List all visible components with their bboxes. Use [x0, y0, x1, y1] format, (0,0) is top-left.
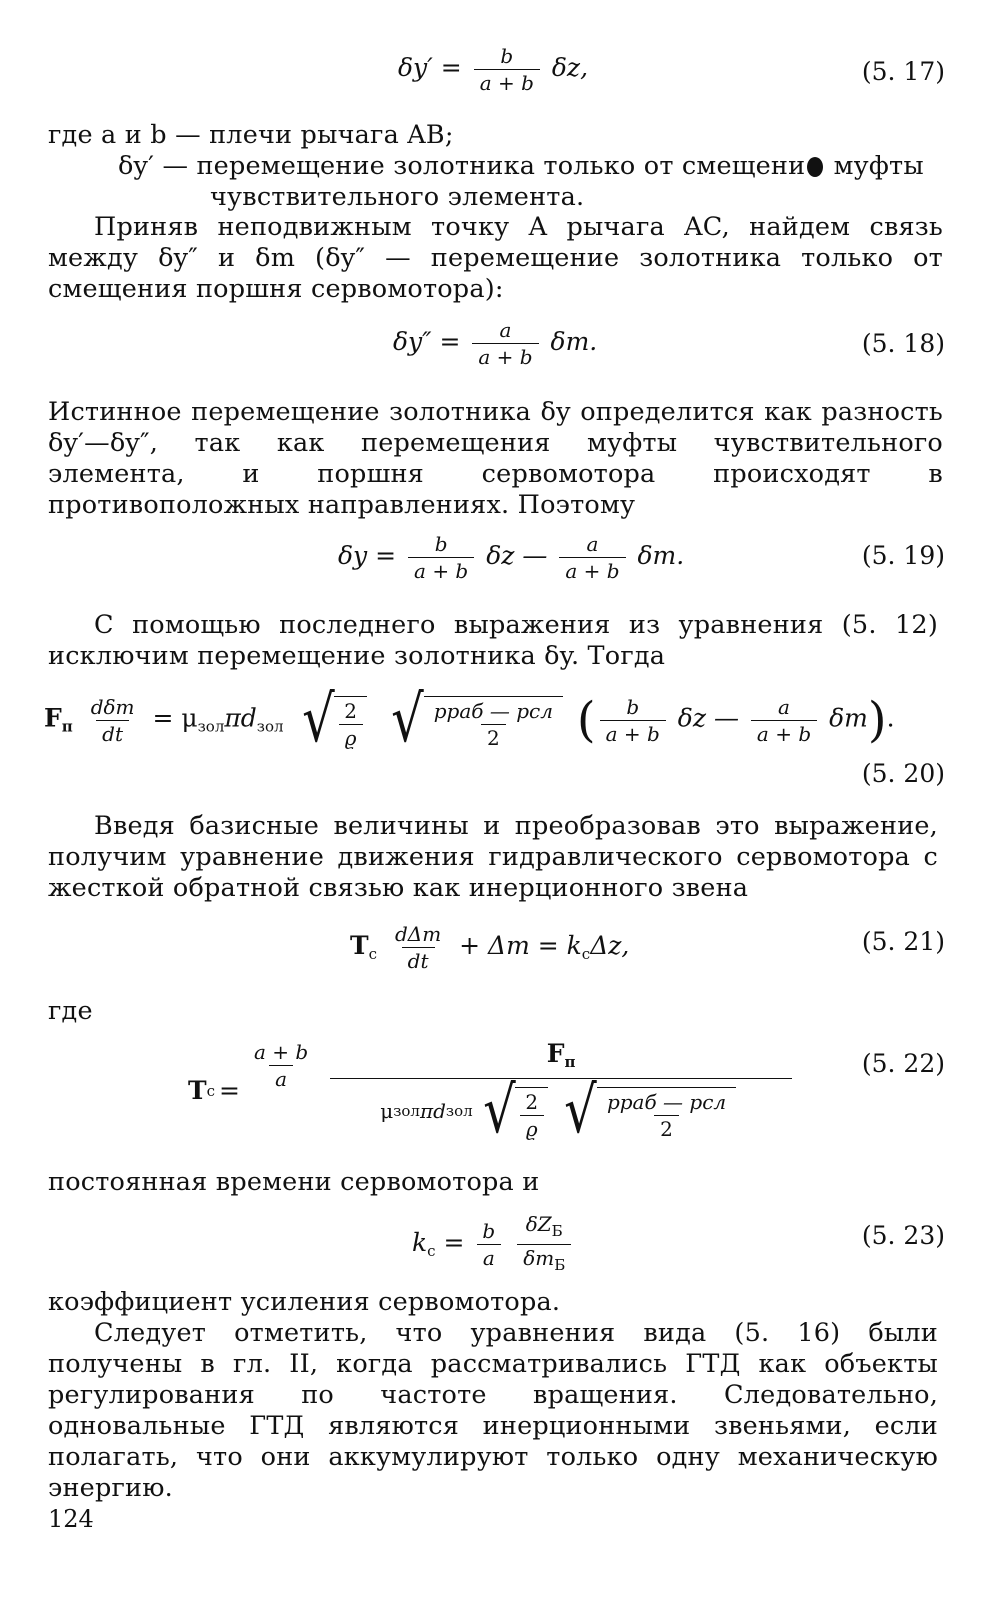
eq523-numerator-2-subscript: Б	[551, 1222, 563, 1240]
equation-5-23	[412, 1212, 575, 1277]
eq520-mu: μ	[181, 703, 198, 733]
eq523-denominator-2-text: δm	[523, 1246, 555, 1270]
equation-5-20	[44, 683, 895, 757]
eq519-numerator-2: a	[586, 532, 599, 556]
eq523-numerator-1: b	[482, 1219, 496, 1243]
eq522-F-subscript: п	[564, 1053, 576, 1071]
eq522-big-fraction	[330, 1039, 792, 1148]
eq522-big-denominator	[380, 1074, 742, 1148]
eq519-fraction-2	[559, 532, 625, 583]
eq522-equals: =	[219, 1075, 240, 1105]
eq523-fraction-2	[517, 1212, 571, 1277]
radical-sign-icon: √	[301, 683, 335, 757]
eq523-fraction-1	[476, 1219, 501, 1270]
eq521-T: T	[350, 931, 369, 960]
eq519-denominator-1: a + b	[408, 557, 474, 583]
eq522-first-fraction	[248, 1040, 314, 1091]
eq520-radical-1-denominator: ϱ	[339, 724, 363, 750]
eq520-paren-numerator-1: b	[626, 694, 640, 719]
equation-5-18	[393, 318, 597, 369]
eq523-denominator-2	[517, 1244, 571, 1277]
eq522-big-numerator	[330, 1040, 792, 1079]
paragraph-true-displacement: Истинное перемещение золотника δy определится как разность δy′—δy″, так как перемещения муфты чувствительного элемента, и поршня сервомотора происходят в противоположных направлениях. Поэтому	[48, 397, 943, 520]
eq520-derivative-denominator: dt	[96, 720, 129, 746]
eq520-paren-fraction-2	[751, 695, 817, 746]
where-line-dy-prime	[48, 151, 948, 182]
page-number: 124	[48, 1505, 94, 1533]
eq522-T: T	[188, 1075, 207, 1105]
eq518-rhs: δm.	[550, 327, 598, 356]
eq522-first-denominator: a	[269, 1065, 293, 1091]
eq519-middle: δz —	[486, 541, 548, 570]
where-line-sensitive-element: чувствительного элемента.	[210, 182, 585, 212]
eq521-denominator: dt	[402, 947, 435, 973]
eq519-fraction-1	[408, 532, 474, 583]
eq520-radical-2-fraction	[428, 699, 559, 750]
eq520-end-period: .	[886, 703, 895, 733]
where-line-dy-text: δy′ — перемещение золотника только от смещени	[118, 151, 806, 181]
eq522-first-numerator: a + b	[253, 1040, 309, 1064]
eq518-fraction	[472, 318, 538, 369]
eq517-fraction	[474, 44, 540, 95]
eq519-rhs: δm.	[637, 541, 685, 570]
eq522-radical-2-denominator: 2	[654, 1115, 679, 1141]
eq522-radical-1-fraction	[519, 1090, 544, 1141]
eq520-paren-denominator-1: a + b	[600, 720, 666, 746]
eq523-equals: =	[443, 1228, 465, 1257]
equation-5-21	[350, 922, 629, 973]
where-line-dy-tail: муфты	[833, 151, 924, 181]
eq521-fraction	[389, 922, 447, 973]
eq519-numerator-1: b	[434, 532, 448, 556]
where-label: где	[48, 996, 93, 1026]
equation-5-22	[188, 1039, 792, 1148]
eq520-radical-2-denominator: 2	[481, 724, 506, 750]
equation-number-5-20: (5. 20)	[861, 759, 945, 788]
eq523-numerator-2	[520, 1212, 569, 1244]
eq522-radical-2-fraction	[601, 1090, 732, 1141]
paragraph-fixed-point: Приняв неподвижным точку A рычага AC, найдем связь между δy″ и δm (δy″ — перемещение золотника только от смещения поршня сервомотора):	[48, 212, 943, 304]
eq522-radical-1	[479, 1074, 549, 1148]
eq522-radical-2	[560, 1074, 736, 1148]
paragraph-gain-coefficient: коэффициент усиления сервомотора.	[48, 1287, 561, 1317]
eq520-derivative-numerator: dδm	[90, 694, 135, 719]
equation-number-5-17: (5. 17)	[861, 57, 945, 86]
eq521-T-subscript: c	[368, 945, 378, 963]
eq520-equals: =	[152, 703, 174, 733]
eq523-denominator-1: a	[477, 1244, 501, 1270]
eq517-rhs: δz,	[551, 53, 589, 82]
eq520-F-subscript: п	[61, 717, 73, 736]
eq518-numerator: a	[499, 318, 512, 342]
eq520-paren-fraction-1	[600, 695, 666, 746]
paragraph-time-constant: постоянная времени сервомотора и	[48, 1167, 540, 1197]
eq517-numerator: b	[500, 44, 514, 68]
eq522-mu: μ	[380, 1099, 394, 1123]
eq517-lhs: δy′ =	[398, 53, 462, 82]
eq519-lhs: δy =	[338, 541, 397, 570]
eq520-radical-2-numerator: pраб — pсл	[433, 699, 553, 723]
paragraph-basis-values: Введя базисные величины и преобразовав это выражение, получим уравнение движения гидравлического сервомотора с жесткой обратной связью как инерционного звена	[48, 811, 938, 903]
eq517-denominator: a + b	[474, 69, 540, 95]
equation-number-5-23: (5. 23)	[861, 1221, 945, 1250]
eq519-denominator-2: a + b	[559, 557, 625, 583]
where-definitions	[48, 120, 948, 213]
eq522-pi-d: πd	[419, 1099, 446, 1123]
eq520-radical-1-fraction	[338, 699, 363, 750]
eq522-radical-2-numerator: pраб — pсл	[606, 1090, 727, 1114]
eq520-radical-2	[387, 683, 563, 757]
eq523-numerator-2-text: δZ	[525, 1212, 552, 1236]
radical-sign-icon: √	[564, 1074, 597, 1148]
eq518-denominator: a + b	[472, 343, 538, 369]
eq523-k: k	[412, 1228, 428, 1257]
eq523-k-subscript: c	[427, 1242, 436, 1260]
eq522-radical-1-denominator: ϱ	[520, 1115, 544, 1141]
eq520-mu-subscript: зол	[197, 717, 225, 736]
eq520-radical-1-numerator: 2	[344, 699, 358, 723]
eq521-rhs: + Δm = k	[459, 931, 582, 960]
ink-blot-icon	[807, 157, 823, 177]
equation-number-5-18: (5. 18)	[861, 329, 945, 358]
eq520-paren-tail: δm	[829, 703, 868, 733]
eq520-paren-middle: δz —	[677, 703, 739, 733]
eq520-paren-numerator-2: a	[778, 694, 790, 719]
equation-number-5-22: (5. 22)	[861, 1049, 945, 1078]
radical-sign-icon: √	[482, 1074, 516, 1148]
equation-number-5-21: (5. 21)	[861, 927, 945, 956]
eq520-right-paren: )	[867, 692, 887, 748]
eq522-mu-subscript: зол	[393, 1102, 420, 1120]
eq522-F: F	[546, 1039, 565, 1068]
eq520-d-subscript: зол	[256, 717, 284, 736]
eq520-left-paren: (	[576, 692, 596, 748]
radical-sign-icon: √	[391, 683, 424, 757]
where-line-ab: где a и b — плечи рычага AB;	[48, 120, 454, 150]
eq522-d-subscript: зол	[445, 1102, 473, 1120]
eq522-radical-1-numerator: 2	[525, 1090, 539, 1114]
equation-number-5-19: (5. 19)	[861, 541, 945, 570]
paragraph-using-last-expression: С помощью последнего выражения из уравнения (5. 12) исключим перемещение золотника δy. Тогда	[48, 610, 938, 671]
equation-5-19	[338, 532, 684, 583]
eq520-F: F	[44, 703, 62, 733]
equation-5-17	[398, 44, 588, 95]
eq521-k-subscript: c	[581, 945, 591, 963]
eq520-derivative	[85, 695, 141, 746]
eq520-pi-d: πd	[224, 703, 257, 733]
eq521-tail: Δz,	[590, 931, 630, 960]
eq518-lhs: δy″ =	[393, 327, 461, 356]
eq521-numerator: dΔm	[394, 922, 442, 946]
eq520-radical-1	[298, 683, 368, 757]
paragraph-note-gtd: Следует отметить, что уравнения вида (5. 16) были получены в гл. II, когда рассматривались ГТД как объекты регулирования по частоте вращения. Следовательно, одновальные ГТД являются инерционными звеньями, если полагать, что они аккумулируют только одну механическую энергию.	[48, 1318, 938, 1503]
eq520-paren-denominator-2: a + b	[751, 720, 817, 746]
eq522-T-subscript: c	[206, 1081, 216, 1100]
eq523-denominator-2-subscript: Б	[554, 1256, 566, 1274]
